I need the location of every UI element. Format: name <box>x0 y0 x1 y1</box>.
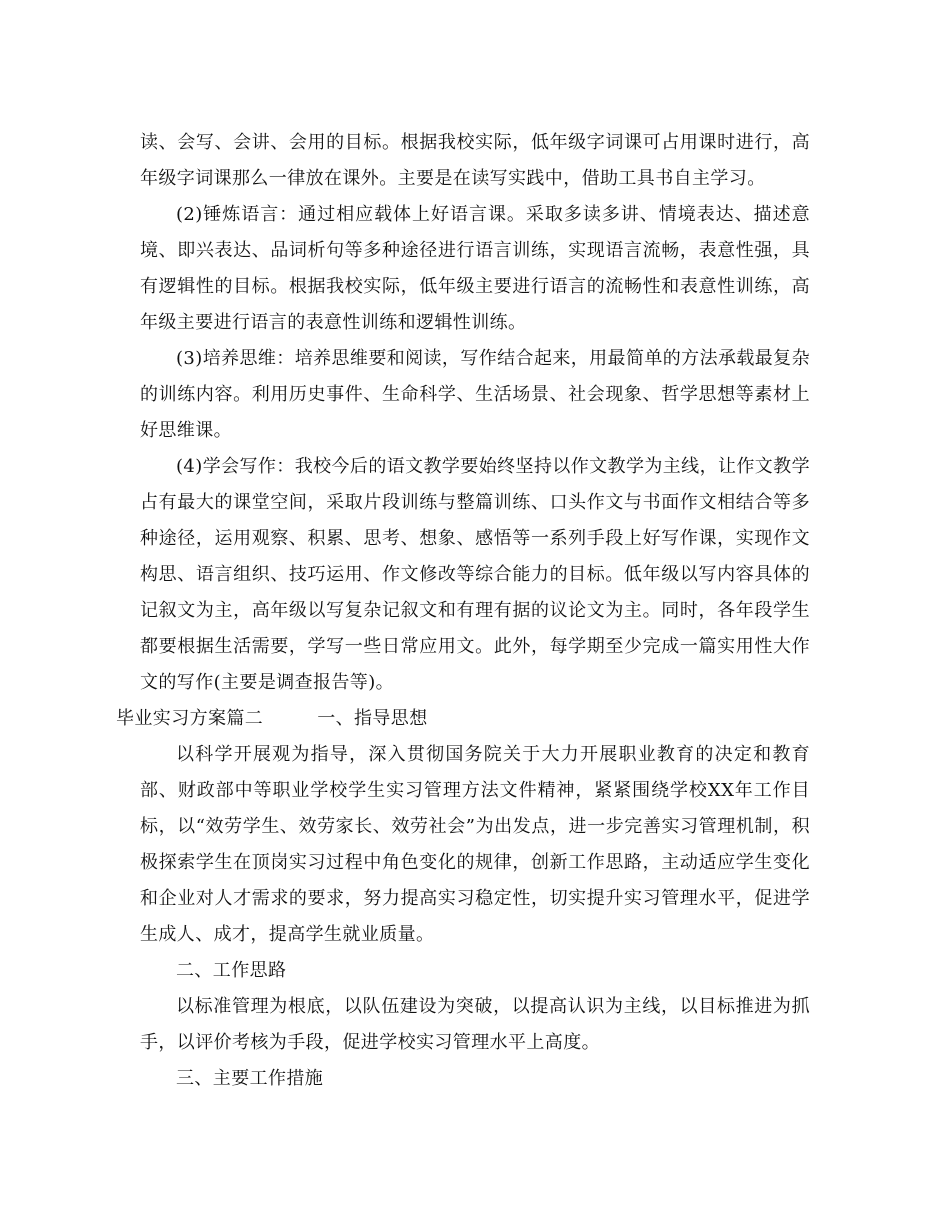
paragraph-literacy-goal: 读、会写、会讲、会用的目标。根据我校实际，低年级字词课可占用课时进行，高年级字词课那么一律放在课外。主要是在读写实践中，借助工具书自主学习。 <box>140 132 810 189</box>
subheading-main-measures: 三、主要工作措施 <box>176 1068 324 1089</box>
subheading-work-approach: 二、工作思路 <box>176 960 287 981</box>
paragraph-guiding-thought: 以科学开展观为指导，深入贯彻国务院关于大力开展职业教育的决定和教育部、财政部中等职业学校学生实习管理方法文件精神，紧紧围绕学校XX年工作目标，以“效劳学生、效劳家长、效劳社会”为出发点，进一步完善实习管理机制，积极探索学生在顶岗实习过程中角色变化的规律，创新工作思路，主动适应学生变化和企业对人才需求的要求，努力提高实习稳定性，切实提升实习管理水平，促进学生成人、成才，提高学生就业质量。 <box>140 744 810 945</box>
paragraph-work-approach: 以标准管理为根底，以队伍建设为突破，以提高认识为主线，以目标推进为抓手，以评价考核为手段，促进学校实习管理水平上高度。 <box>140 996 810 1053</box>
paragraph-learn-writing: (4)学会写作：我校今后的语文教学要始终坚持以作文教学为主线，让作文教学占有最大的课堂空间，采取片段训练与整篇训练、口头作文与书面作文相结合等多种途径，运用观察、积累、思考、想象、感悟等一系列手段上好写作课，实现作文构思、语言组织、技巧运用、作文修改等综合能力的目标。低年级以写内容具体的记叙文为主，高年级以写复杂记叙文和有理有据的议论文为主。同时，各年段学生都要根据生活需要，学写一些日常应用文。此外，每学期至少完成一篇实用性大作文的写作(主要是调查报告等)。 <box>140 456 810 693</box>
section-title: 毕业实习方案篇二 <box>116 708 264 729</box>
document-body <box>116 125 810 1097</box>
subheading-guiding-thought: 一、指导思想 <box>317 708 428 729</box>
section-title-line <box>116 701 810 737</box>
paragraph-refine-language: (2)锤炼语言：通过相应载体上好语言课。采取多读多讲、情境表达、描述意境、即兴表达、品词析句等多种途径进行语言训练，实现语言流畅，表意性强，具有逻辑性的目标。根据我校实际，低年级主要进行语言的流畅性和表意性训练，高年级主要进行语言的表意性训练和逻辑性训练。 <box>140 204 810 333</box>
paragraph-cultivate-thinking: (3)培养思维：培养思维要和阅读，写作结合起来，用最简单的方法承载最复杂的训练内容。利用历史事件、生命科学、生活场景、社会现象、哲学思想等素材上好思维课。 <box>140 348 810 441</box>
